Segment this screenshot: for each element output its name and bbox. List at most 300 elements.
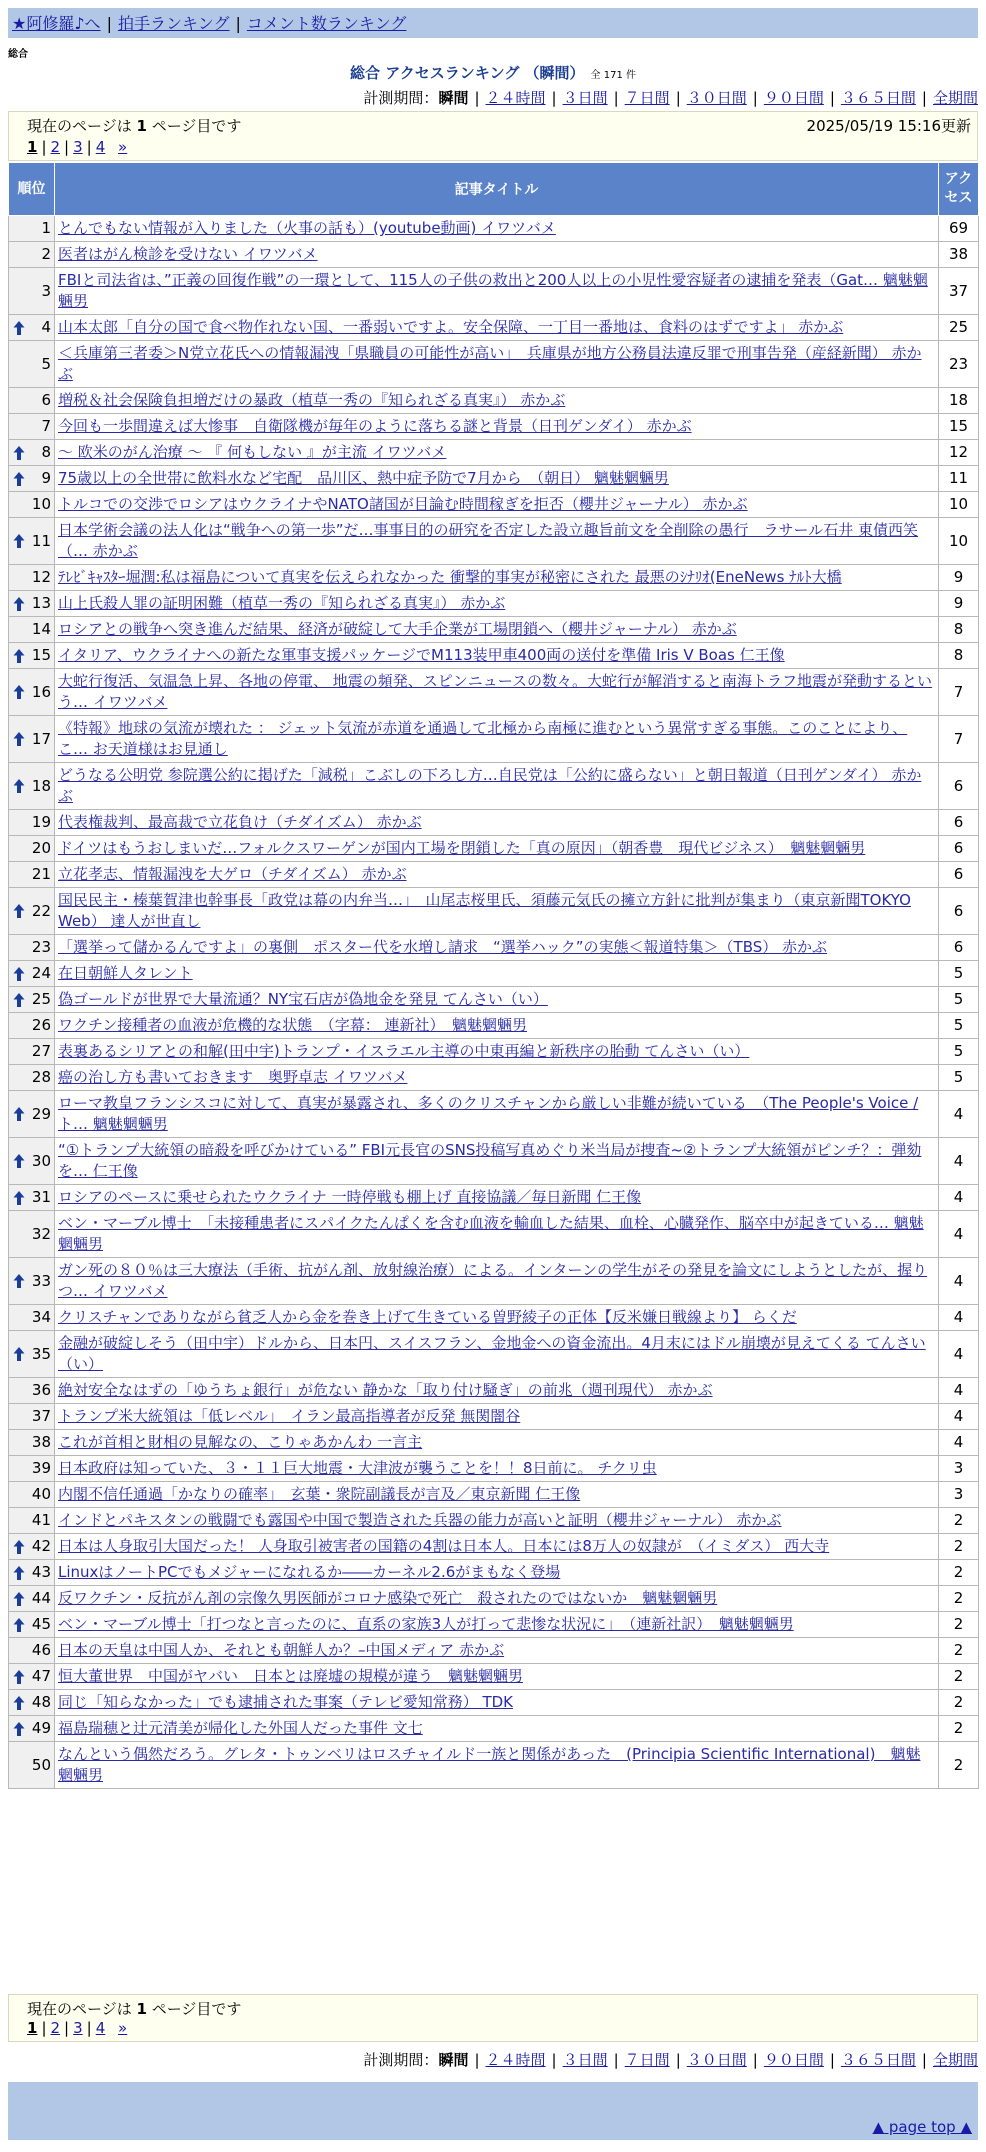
- title-cell: [55, 315, 939, 341]
- article-link[interactable]: ～ 欧米のがん治療 ～ 『 何もしない 』が主流 イワツバメ: [58, 443, 447, 461]
- separator: |: [474, 2051, 480, 2069]
- article-link[interactable]: ロシアとの戦争へ突き進んだ結果、経済が破綻して大手企業が工場閉鎖へ（櫻井ジャーナル） 赤かぶ: [58, 620, 737, 638]
- title-cell: [55, 341, 939, 388]
- access-count: 4: [939, 1430, 979, 1456]
- rank-up-arrow-icon: [13, 1273, 25, 1289]
- article-link[interactable]: 絶対安全なはずの「ゆうちょ銀行」が危ない 静かな「取り付け騒ぎ」の前兆（週刊現代） 赤かぶ: [58, 1381, 713, 1399]
- separator: |: [64, 138, 70, 156]
- rank-number: 5: [41, 354, 51, 373]
- access-count: 6: [939, 888, 979, 935]
- rank-cell: [9, 1185, 55, 1211]
- table-row: [9, 216, 979, 242]
- article-link[interactable]: 日本政府は知っていた、３・１１巨大地震・大津波が襲うことを！！8日前に。 チクリ虫: [58, 1459, 657, 1477]
- access-count: 2: [939, 1612, 979, 1638]
- separator: |: [613, 2051, 619, 2069]
- period-current: 瞬間: [438, 2051, 469, 2069]
- rank-cell: [9, 1690, 55, 1716]
- access-count: 9: [939, 591, 979, 617]
- title-cell: [55, 1404, 939, 1430]
- rank-number: 19: [31, 813, 51, 831]
- rank-number: 26: [31, 1016, 51, 1034]
- rank-cell: [9, 1378, 55, 1404]
- article-link[interactable]: イタリア、ウクライナへの新たな軍事支援パッケージでM113装甲車400両の送付を準備 Iris V Boas 仁王像: [58, 646, 785, 664]
- article-link[interactable]: 日本は人身取引大国だった！ 人身取引被害者の国籍の4割は日本人。日本には8万人の奴隷が （イミダス） 西大寺: [58, 1537, 830, 1555]
- table-row: [9, 1638, 979, 1664]
- rank-number: 37: [31, 1407, 51, 1425]
- rank-cell: [9, 669, 55, 716]
- article-link[interactable]: ﾃﾚﾋﾞｷｬｽﾀｰ堀潤:私は福島について真実を伝えられなかった 衝撃的事実が秘密にされた 最悪のｼﾅﾘｵ(EneNews ﾅﾙﾄ大橋: [58, 568, 842, 586]
- table-row: [9, 414, 979, 440]
- rank-up-arrow-icon: [13, 1346, 25, 1362]
- separator: |: [675, 89, 681, 107]
- period-link[interactable]: 全期間: [932, 89, 978, 107]
- rank-number: 8: [41, 443, 51, 461]
- access-count: 6: [939, 810, 979, 836]
- title-cell: [55, 1482, 939, 1508]
- rank-up-arrow-icon: [13, 648, 25, 664]
- table-row: [9, 1586, 979, 1612]
- period-link[interactable]: ３６５日間: [840, 89, 916, 107]
- next-page-link[interactable]: »: [118, 2019, 128, 2037]
- title-cell: [55, 1560, 939, 1586]
- article-link[interactable]: ロシアのペースに乗せられたウクライナ 一時停戦も棚上げ 直接協議／毎日新聞 仁王像: [58, 1188, 642, 1206]
- rank-cell: [9, 935, 55, 961]
- table-row: [9, 961, 979, 987]
- rank-cell: [9, 591, 55, 617]
- rank-cell: [9, 492, 55, 518]
- table-row: [9, 1508, 979, 1534]
- access-count: 6: [939, 862, 979, 888]
- period-link[interactable]: ７日間: [624, 2051, 670, 2069]
- rank-cell: [9, 862, 55, 888]
- rank-cell: [9, 1305, 55, 1331]
- table-row: [9, 935, 979, 961]
- pager-top: [8, 111, 978, 161]
- separator: |: [613, 89, 619, 107]
- title-cell: [55, 1065, 939, 1091]
- title-cell: [55, 414, 939, 440]
- period-link[interactable]: ７日間: [624, 89, 670, 107]
- page-links: [27, 2019, 127, 2037]
- article-link[interactable]: 反ワクチン・反抗がん剤の宗像久男医師がコロナ感染で死亡 殺されたのではないか 魑魅魍魎男: [58, 1589, 718, 1607]
- title-cell: [55, 810, 939, 836]
- total-count: 全 171 件: [590, 70, 636, 81]
- title-cell: [55, 466, 939, 492]
- period-link[interactable]: ２４時間: [485, 2051, 546, 2069]
- rank-cell: [9, 961, 55, 987]
- page-info-post: ページ目です: [151, 117, 242, 135]
- article-link[interactable]: LinuxはノートPCでもメジャーになれるか――カーネル2.6がまもなく登場: [58, 1563, 561, 1581]
- table-row: [9, 763, 979, 810]
- article-link[interactable]: 《特報》地球の気流が壊れた ： ジェット気流が赤道を通過して北極から南極に進むという異常すぎる事態。このことにより、こ… お天道様はお見通し: [58, 719, 908, 758]
- access-count: 2: [939, 1560, 979, 1586]
- page-info: [27, 115, 241, 136]
- pager-bottom: [8, 1994, 978, 2042]
- rank-cell: [9, 763, 55, 810]
- page-info-pre: 現在のページは: [27, 2000, 132, 2018]
- access-count: 4: [939, 1185, 979, 1211]
- page-link[interactable]: 3: [73, 138, 83, 156]
- access-count: 4: [939, 1258, 979, 1305]
- rank-up-arrow-icon: [13, 1190, 25, 1206]
- period-label: 計測期間：: [363, 2051, 439, 2069]
- rank-up-arrow-icon: [13, 966, 25, 982]
- access-count: 23: [939, 341, 979, 388]
- title-cell: [55, 643, 939, 669]
- title-cell: [55, 268, 939, 315]
- table-row: [9, 440, 979, 466]
- access-count: 2: [939, 1716, 979, 1742]
- rank-cell: [9, 1331, 55, 1378]
- article-link[interactable]: なんという偶然だろう。グレタ・トゥンベリはロスチャイルド一族と関係があった (Principia Scientific International) 魑魅魍魎男: [58, 1745, 921, 1784]
- article-link[interactable]: 同じ「知らなかった」でも逮捕された事案（テレビ愛知常務） TDK: [58, 1693, 514, 1711]
- article-link[interactable]: 内閣不信任通過「かなりの確率」 玄葉・衆院副議長が言及／東京新聞 仁王像: [58, 1485, 581, 1503]
- article-link[interactable]: 恒大董世界 中国がヤバい 日本とは廃墟の規模が違う 魑魅魍魎男: [58, 1667, 524, 1685]
- access-count: 3: [939, 1482, 979, 1508]
- rank-number: 32: [31, 1224, 51, 1243]
- period-link[interactable]: ３０日間: [686, 89, 747, 107]
- title-cell: [55, 1091, 939, 1138]
- rank-number: 35: [31, 1344, 51, 1363]
- rank-cell: [9, 242, 55, 268]
- title-cell: [55, 1690, 939, 1716]
- rank-up-arrow-icon: [13, 1539, 25, 1555]
- table-row: [9, 716, 979, 763]
- separator: [105, 2019, 118, 2037]
- title-cell: [55, 1378, 939, 1404]
- article-link[interactable]: FBIと司法省は、”正義の回復作戦”の一環として、115人の子供の救出と200人以上の小児性愛容疑者の逮捕を発表（Gat… 魑魅魍魎男: [58, 271, 928, 310]
- page-number: 1: [136, 117, 147, 135]
- access-count: 10: [939, 492, 979, 518]
- rank-cell: [9, 388, 55, 414]
- page-link[interactable]: 2: [50, 2019, 61, 2037]
- article-link[interactable]: ドイツはもうおしまいだ…フォルクスワーゲンが国内工場を閉鎖した「真の原因」（朝香豊 現代ビジネス） 魑魅魍魎男: [58, 839, 866, 857]
- rank-cell: [9, 1456, 55, 1482]
- period-link[interactable]: ３６５日間: [840, 2051, 916, 2069]
- article-link[interactable]: 医者はがん検診を受けない イワツバメ: [58, 245, 318, 263]
- rank-cell: [9, 315, 55, 341]
- rank-cell: [9, 268, 55, 315]
- separator: |: [64, 2019, 70, 2037]
- period-link[interactable]: 全期間: [932, 2051, 978, 2069]
- page-link[interactable]: 4: [95, 138, 106, 156]
- article-link[interactable]: 金融が破綻しそう（田中宇）ドルから、日本円、スイスフラン、金地金への資金流出。4月末にはドル崩壊が見えてくる てんさい（い）: [58, 1334, 926, 1373]
- article-link[interactable]: 偽ゴールドが世界で大量流通？NY宝石店が偽地金を発見 てんさい（い）: [58, 990, 548, 1008]
- article-link[interactable]: インドとパキスタンの戦闘でも露国や中国で製造された兵器の能力が高いと証明（櫻井ジャーナル） 赤かぶ: [58, 1511, 782, 1529]
- rank-number: 23: [31, 938, 51, 956]
- title-cell: [55, 518, 939, 565]
- article-link[interactable]: “①トランプ大統領の暗殺を呼びかけている” FBI元長官のSNS投稿写真めぐり米当局が捜査~②トランプ大統領がピンチ？：弾劾を… 仁王像: [58, 1141, 922, 1180]
- title-cell: [55, 216, 939, 242]
- col-title-header: 記事タイトル: [55, 163, 939, 216]
- rank-number: 13: [31, 594, 51, 612]
- article-link[interactable]: 大蛇行復活、気温急上昇、各地の停電、 地震の頻発、スピンニュースの数々。大蛇行が解消すると南海トラフ地震が発動するという… イワツバメ: [58, 672, 933, 711]
- separator: |: [41, 2019, 47, 2037]
- article-link[interactable]: 癌の治し方も書いておきます 奥野卓志 イワツバメ: [58, 1068, 408, 1086]
- article-link[interactable]: 増税＆社会保険負担増だけの暴政（植草一秀の『知られざる真実』） 赤かぶ: [58, 391, 566, 409]
- article-link[interactable]: ベン・マーブル博士「打つなと言ったのに、直系の家族3人が打って悲惨な状況に」 （連新社訳） 魑魅魍魎男: [58, 1615, 794, 1633]
- access-count: 10: [939, 518, 979, 565]
- access-count: 12: [939, 440, 979, 466]
- title-cell: [55, 1305, 939, 1331]
- rank-up-arrow-icon: [13, 533, 25, 549]
- table-row: [9, 1404, 979, 1430]
- rank-up-arrow-icon: [13, 1106, 25, 1122]
- rank-number: 30: [31, 1151, 51, 1170]
- access-count: 6: [939, 763, 979, 810]
- article-link[interactable]: ベン・マーブル博士 「未接種患者にスパイクたんぱくを含む血液を輸血した結果、血栓、心臓発作、脳卒中が起きている… 魑魅魍魎男: [58, 1214, 924, 1253]
- table-row: [9, 591, 979, 617]
- table-row: [9, 315, 979, 341]
- table-row: [9, 1331, 979, 1378]
- access-count: 2: [939, 1742, 979, 1789]
- rank-up-arrow-icon: [13, 1695, 25, 1711]
- rank-cell: [9, 1013, 55, 1039]
- article-link[interactable]: 立花孝志、情報漏洩を大ゲロ（チダイズム） 赤かぶ: [58, 865, 407, 883]
- page-links: [27, 138, 127, 156]
- title-cell: [55, 836, 939, 862]
- table-row: [9, 1664, 979, 1690]
- rank-number: 44: [31, 1589, 51, 1607]
- rank-number: 36: [31, 1381, 51, 1399]
- rank-cell: [9, 1430, 55, 1456]
- title-cell: [55, 1586, 939, 1612]
- access-count: 25: [939, 315, 979, 341]
- access-count: 37: [939, 268, 979, 315]
- rank-number: 46: [31, 1641, 51, 1659]
- separator: |: [86, 138, 92, 156]
- period-link[interactable]: ３日間: [562, 2051, 608, 2069]
- article-link[interactable]: クリスチャンでありながら貧乏人から金を巻き上げて生きている曽野綾子の正体【反米嫌日戦線より】 らくだ: [58, 1308, 797, 1326]
- rank-cell: [9, 810, 55, 836]
- separator: |: [921, 2051, 927, 2069]
- rank-number: 7: [41, 417, 51, 435]
- article-link[interactable]: 今回も一歩間違えば大惨事 自衛隊機が毎年のように落ちる謎と背景（日刊ゲンダイ） 赤かぶ: [58, 417, 692, 435]
- page-link-current: 1: [27, 138, 38, 156]
- rank-number: 2: [41, 245, 51, 263]
- rank-up-arrow-icon: [13, 1721, 25, 1737]
- period-selector-bottom: [363, 2049, 978, 2070]
- rank-number: 20: [31, 839, 51, 857]
- ranking-table: [8, 162, 979, 1789]
- period-link[interactable]: ９０日間: [763, 89, 824, 107]
- rank-number: 31: [31, 1188, 51, 1206]
- table-row: [9, 518, 979, 565]
- access-count: 5: [939, 987, 979, 1013]
- rank-number: 47: [31, 1667, 51, 1685]
- rank-cell: [9, 1211, 55, 1258]
- article-link[interactable]: トルコでの交渉でロシアはウクライナやNATO諸国が目論む時間稼ぎを拒否（櫻井ジャーナル） 赤かぶ: [58, 495, 748, 513]
- article-link[interactable]: 山上氏殺人罪の証明困難（植草一秀の『知られざる真実』） 赤かぶ: [58, 594, 506, 612]
- article-link[interactable]: 日本の天皇は中国人か、それとも朝鮮人か？–中国メディア 赤かぶ: [58, 1641, 505, 1659]
- access-count: 7: [939, 669, 979, 716]
- table-row: [9, 1378, 979, 1404]
- rank-up-arrow-icon: [13, 1565, 25, 1581]
- table-row: [9, 565, 979, 591]
- rank-number: 27: [31, 1042, 51, 1060]
- access-count: 4: [939, 1404, 979, 1430]
- access-count: 5: [939, 1013, 979, 1039]
- access-count: 3: [939, 1456, 979, 1482]
- article-link[interactable]: ローマ教皇フランシスコに対して、真実が暴露され、多くのクリスチャンから厳しい非難が続いている （The People's Voice / ト… 魑魅魍魎男: [58, 1094, 919, 1133]
- article-link[interactable]: ワクチン接種者の血液が危機的な状態 （字幕： 連新社） 魑魅魍魎男: [58, 1016, 528, 1034]
- title-cell: [55, 1456, 939, 1482]
- title-cell: [55, 388, 939, 414]
- article-link[interactable]: 国民民主・榛葉賀津也幹事長「政党は幕の内弁当…」 山尾志桜里氏、須藤元気氏の擁立方針に批判が集まり（東京新聞TOKYO Web） 達人が世直し: [58, 891, 911, 930]
- rank-number: 29: [31, 1104, 51, 1123]
- page-info-post: ページ目です: [151, 2000, 242, 2018]
- rank-cell: [9, 643, 55, 669]
- page-link[interactable]: 4: [95, 2019, 106, 2037]
- article-link[interactable]: これが首相と財相の見解なの、こりゃあかんわ 一言主: [58, 1433, 423, 1451]
- access-count: 15: [939, 414, 979, 440]
- table-header: [9, 163, 979, 216]
- table-row: [9, 888, 979, 935]
- title-cell: [55, 1612, 939, 1638]
- rank-cell: [9, 987, 55, 1013]
- title-cell: [55, 565, 939, 591]
- title-cell: [55, 987, 939, 1013]
- access-count: 8: [939, 643, 979, 669]
- article-link[interactable]: 75歳以上の全世帯に飲料水など宅配 品川区、熱中症予防で7月から （朝日） 魑魅魍魎男: [58, 469, 669, 487]
- table-row: [9, 1039, 979, 1065]
- separator: |: [752, 2051, 758, 2069]
- table-row: [9, 1612, 979, 1638]
- separator: |: [675, 2051, 681, 2069]
- rank-cell: [9, 1508, 55, 1534]
- table-row: [9, 1456, 979, 1482]
- rank-up-arrow-icon: [13, 1617, 25, 1633]
- table-row: [9, 1258, 979, 1305]
- table-row: [9, 1482, 979, 1508]
- access-count: 4: [939, 1305, 979, 1331]
- access-count: 5: [939, 961, 979, 987]
- page-title-block: [0, 62, 986, 83]
- article-link[interactable]: 福島瑞穂と辻元清美が帰化した外国人だった事件 文七: [58, 1719, 423, 1737]
- rank-cell: [9, 1065, 55, 1091]
- table-row: [9, 862, 979, 888]
- rank-number: 42: [31, 1537, 51, 1555]
- rank-cell: [9, 836, 55, 862]
- period-link[interactable]: ２４時間: [485, 89, 546, 107]
- table-row: [9, 1534, 979, 1560]
- rank-cell: [9, 617, 55, 643]
- separator: |: [752, 89, 758, 107]
- rank-cell: [9, 1534, 55, 1560]
- rank-number: 6: [41, 391, 51, 409]
- access-count: 2: [939, 1508, 979, 1534]
- separator: |: [829, 2051, 835, 2069]
- access-count: 69: [939, 216, 979, 242]
- rank-number: 38: [31, 1433, 51, 1451]
- access-count: 18: [939, 388, 979, 414]
- separator: |: [86, 2019, 92, 2037]
- rank-number: 34: [31, 1308, 51, 1326]
- rank-cell: [9, 1039, 55, 1065]
- table-row: [9, 1690, 979, 1716]
- rank-number: 15: [31, 646, 51, 664]
- rank-cell: [9, 1138, 55, 1185]
- rank-number: 24: [31, 964, 51, 982]
- rank-number: 33: [31, 1271, 51, 1290]
- clap-ranking-link[interactable]: 拍手ランキング: [117, 14, 230, 33]
- comment-ranking-link[interactable]: コメント数ランキング: [246, 14, 407, 33]
- article-link[interactable]: どうなる公明党 参院選公約に掲げた「減税」こぶしの下ろし方…自民党は「公約に盛らない」と朝日報道（日刊ゲンダイ） 赤かぶ: [58, 766, 922, 805]
- access-count: 4: [939, 1138, 979, 1185]
- period-link[interactable]: ３日間: [562, 89, 608, 107]
- access-count: 38: [939, 242, 979, 268]
- access-count: 4: [939, 1091, 979, 1138]
- table-row: [9, 388, 979, 414]
- article-link[interactable]: とんでもない情報が入りました（火事の話も）(youtube動画) イワツバメ: [58, 219, 556, 237]
- rank-cell: [9, 1586, 55, 1612]
- table-row: [9, 1013, 979, 1039]
- article-link[interactable]: 日本学術会議の法人化は“戦争への第一歩”だ…事事目的の研究を否定した設立趣旨前文を全削除の愚行 ラサール石井 東債西笑（… 赤かぶ: [58, 521, 919, 560]
- rank-cell: [9, 1742, 55, 1789]
- rank-cell: [9, 216, 55, 242]
- article-link[interactable]: トランプ米大統領は「低レベル」 イラン最高指導者が反発 無関闇谷: [58, 1407, 521, 1425]
- table-row: [9, 1091, 979, 1138]
- access-count: 4: [939, 1378, 979, 1404]
- table-row: [9, 836, 979, 862]
- rank-number: 18: [31, 776, 51, 795]
- title-cell: [55, 716, 939, 763]
- rank-up-arrow-icon: [13, 992, 25, 1008]
- title-cell: [55, 1138, 939, 1185]
- title-cell: [55, 862, 939, 888]
- rank-cell: [9, 1716, 55, 1742]
- next-page-link[interactable]: »: [118, 138, 128, 156]
- page-top-link[interactable]: ▲ page top ▲: [872, 2118, 972, 2136]
- access-count: 2: [939, 1638, 979, 1664]
- period-link[interactable]: ３０日間: [686, 2051, 747, 2069]
- rank-cell: [9, 414, 55, 440]
- access-count: 4: [939, 1211, 979, 1258]
- access-count: 2: [939, 1586, 979, 1612]
- page-info-pre: 現在のページは: [27, 117, 132, 135]
- article-link[interactable]: ＜兵庫第三者委＞N党立花氏への情報漏洩「県職員の可能性が高い」 兵庫県が地方公務員法違反罪で刑事告発（産経新聞） 赤かぶ: [58, 344, 922, 383]
- title-cell: [55, 1534, 939, 1560]
- title-cell: [55, 1185, 939, 1211]
- page-link[interactable]: 2: [50, 138, 61, 156]
- article-link[interactable]: 在日朝鮮人タレント: [58, 964, 193, 982]
- rank-up-arrow-icon: [13, 320, 25, 336]
- article-link[interactable]: 代表権裁判、最高裁で立花負け（チダイズム） 赤かぶ: [58, 813, 422, 831]
- rank-number: 43: [31, 1563, 51, 1581]
- title-cell: [55, 1430, 939, 1456]
- article-link[interactable]: 「選挙って儲かるんですよ」の裏側 ポスター代を水増し請求 “選挙ハック”の実態＜報道特集＞（TBS） 赤かぶ: [58, 938, 828, 956]
- rank-cell: [9, 1091, 55, 1138]
- rank-number: 4: [41, 318, 51, 336]
- page-link[interactable]: 3: [73, 2019, 83, 2037]
- access-count: 7: [939, 716, 979, 763]
- rank-number: 9: [41, 469, 51, 487]
- rank-number: 45: [31, 1615, 51, 1633]
- article-link[interactable]: 山本太郎「自分の国で食べ物作れない国、一番弱いですよ。安全保障、一丁目一番地は、食料のはずですよ」 赤かぶ: [58, 318, 844, 336]
- access-count: 2: [939, 1690, 979, 1716]
- home-link[interactable]: ★阿修羅♪へ: [12, 14, 101, 33]
- separator: |: [551, 2051, 557, 2069]
- article-link[interactable]: ガン死の８０％は三大療法（手術、抗がん剤、放射線治療）による。インターンの学生がその発見を論文にしようとしたが、握りつ… イワツバメ: [58, 1261, 928, 1300]
- title-cell: [55, 1716, 939, 1742]
- period-link[interactable]: ９０日間: [763, 2051, 824, 2069]
- title-cell: [55, 1638, 939, 1664]
- table-row: [9, 466, 979, 492]
- rank-up-arrow-icon: [13, 1591, 25, 1607]
- table-row: [9, 268, 979, 315]
- period-selector: [363, 87, 978, 108]
- article-link[interactable]: 表裏あるシリアとの和解(田中宇)トランプ・イスラエル主導の中東再編と新秩序の胎動 てんさい（い）: [58, 1042, 750, 1060]
